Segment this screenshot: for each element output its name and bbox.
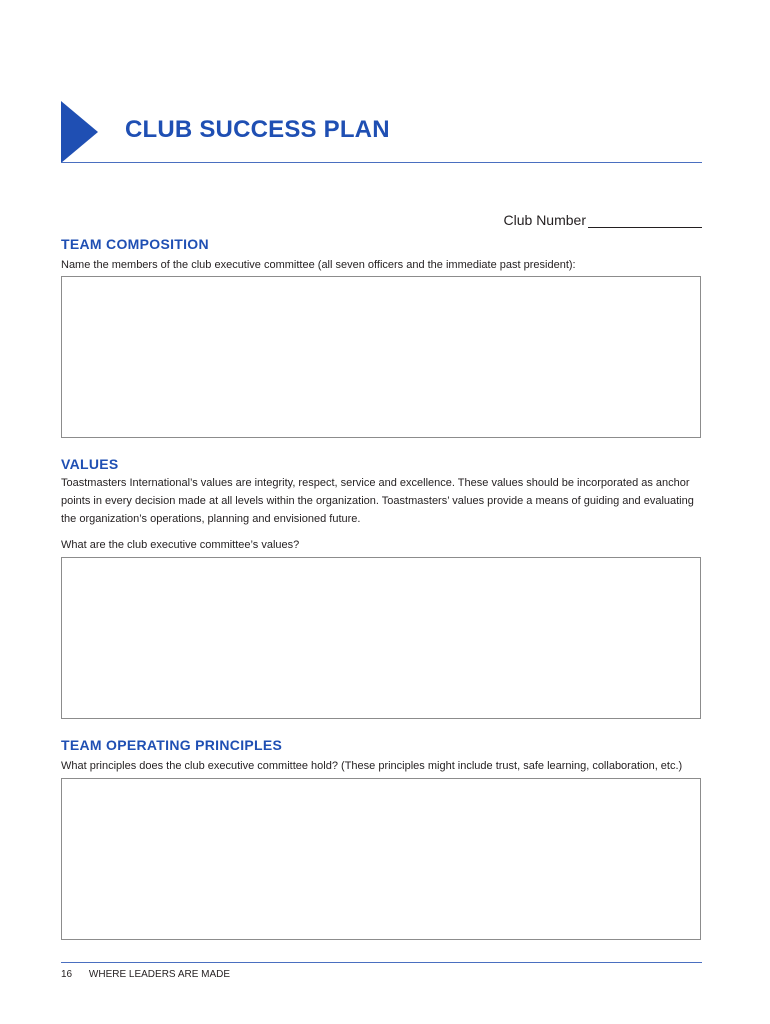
team-composition-heading: TEAM COMPOSITION [61,236,209,252]
operating-principles-prompt: What principles does the club executive committee hold? (These principles might include trust, safe learning, collaboration, etc.) [61,760,683,772]
team-composition-answer-box[interactable] [61,276,701,438]
footer-tagline: WHERE LEADERS ARE MADE [88,969,231,980]
title-divider [61,162,702,163]
club-number-label: Club Number [503,212,586,228]
operating-principles-heading: TEAM OPERATING PRINCIPLES [61,737,283,753]
club-number-field[interactable] [504,212,702,228]
header-triangle-icon [61,101,98,163]
operating-principles-answer-box[interactable] [61,778,701,940]
footer-divider [61,962,702,963]
values-answer-box[interactable] [61,557,701,719]
team-composition-prompt: Name the members of the club executive committee (all seven officers and the immediate past president): [61,259,576,271]
values-heading: VALUES [61,456,119,472]
page-title: CLUB SUCCESS PLAN [125,116,390,143]
page-number: 16 [61,969,73,980]
values-intro-text: Toastmasters International’s values are integrity, respect, service and excellence. These values should be incorporated as anchor points in every decision made at all levels within the organization. Toastmasters’ values provide a means of guiding and evaluating the organization’s operations, planning and envisioned future. [61,477,694,525]
footer [61,969,230,980]
values-prompt: What are the club executive committee’s values? [61,539,300,551]
club-number-input-line[interactable] [588,213,702,228]
